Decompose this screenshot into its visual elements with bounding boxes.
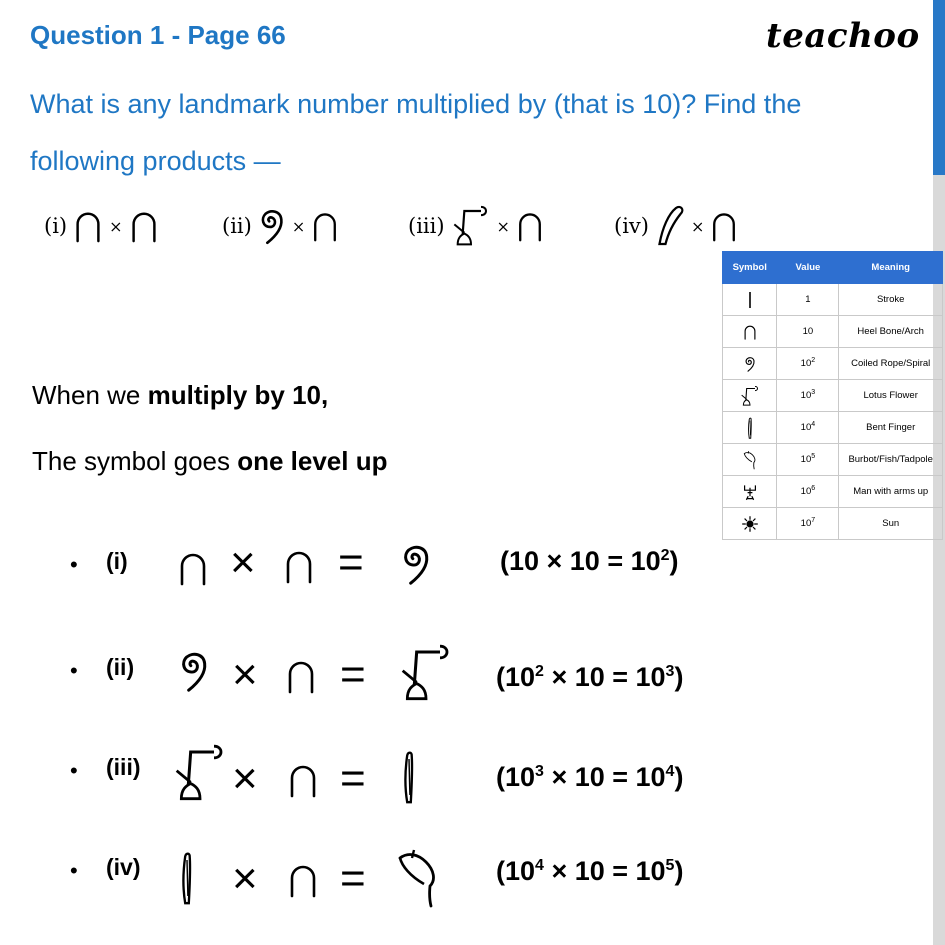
times-sign: × [109,216,123,236]
result-text: × 10 = 10 [543,662,666,692]
explanation-text: The symbol goes [32,446,238,476]
side-accent-bar [933,0,945,175]
value-exponent: 6 [811,485,816,493]
answer-label: (iv) [106,854,141,880]
meaning-cell: Man with arms up [839,476,943,508]
equals-sign: = [340,854,366,903]
equals-sign: = [338,538,364,587]
meaning-cell: Lotus Flower [839,380,943,412]
table-row [723,316,943,348]
explanation-text: When we [32,380,148,410]
column-header-value: Value [777,252,839,284]
explanation-line-2 [32,446,387,477]
value-cell [777,412,839,444]
answer-row-iv [70,844,770,924]
meaning-cell: Sun [839,508,943,540]
tadpole-icon [396,846,440,915]
man-arms-up-icon [723,476,777,508]
bullet: • [70,658,78,683]
explanation-line-1 [32,380,328,411]
result-exponent: 2 [660,547,670,564]
equals-sign: = [340,650,366,699]
times-sign: × [230,538,256,587]
bullet: • [70,758,78,783]
result-exponent: 4 [535,857,544,874]
result-text: (10 [496,856,536,886]
value-cell [777,476,839,508]
times-sign: × [291,216,306,236]
bullet: • [70,552,78,577]
question-text: What is any landmark number multiplied by (that is 10)? Find the following products — [30,89,802,176]
result-text: (10 [496,762,536,792]
result-text: ) [674,762,684,792]
meaning-cell: Heel Bone/Arch [839,316,943,348]
times-sign: × [232,854,258,903]
heel-bone-icon [311,210,339,242]
result-text: × 10 = 10 [543,762,666,792]
answer-label: (ii) [106,654,135,680]
coiled-rope-icon [178,648,210,699]
heel-bone-icon [288,762,318,803]
result-text: (10 [496,662,536,692]
value-exponent: 2 [811,357,816,365]
answer-label: (iii) [106,754,141,780]
answer-result [496,856,683,887]
table-row [723,476,943,508]
bent-finger-icon [178,848,196,913]
lotus-flower-icon [398,644,454,707]
heel-bone-icon [710,210,738,242]
result-text: × 10 = 10 [543,856,666,886]
heel-bone-icon [286,658,316,699]
part-label: (i) [44,214,68,238]
value-cell [777,380,839,412]
value-exponent: 5 [811,453,816,461]
column-header-symbol: Symbol [723,252,777,284]
result-text: ) [674,662,684,692]
result-exponent: 5 [665,857,675,874]
explanation-bold: multiply by 10, [147,380,329,410]
heel-bone-icon [129,209,159,243]
table-row [723,348,943,380]
result-exponent: 2 [535,663,544,680]
coiled-rope-icon [258,207,286,245]
question-title: Question 1 - Page 66 [30,20,286,50]
meaning-cell: Bent Finger [839,412,943,444]
question-parts [44,204,784,254]
value-cell: 1 [777,284,839,316]
stroke-icon [723,284,777,316]
meaning-cell: Burbot/Fish/Tadpole [839,444,943,476]
heel-bone-icon [723,316,777,348]
result-text: (10 × 10 = 10 [500,546,661,576]
bullet: • [70,858,78,883]
question-part-ii [222,204,339,248]
lotus-flower-icon [451,205,491,247]
result-exponent: 4 [665,763,675,780]
part-label: (iii) [408,214,445,238]
column-header-meaning: Meaning [839,252,943,284]
brand-logo: teachoo [766,16,920,56]
value-base: 10 [800,518,812,530]
meaning-cell: Coiled Rope/Spiral [839,348,943,380]
value-exponent: 7 [811,517,816,525]
bent-finger-icon [655,205,685,247]
value-cell: 10 [777,316,839,348]
times-sign: × [232,650,258,699]
result-exponent: 3 [665,663,675,680]
explanation-bold: one level up [237,446,388,476]
question-part-iv [614,204,738,248]
times-sign: × [232,754,258,803]
value-cell [777,444,839,476]
bent-finger-icon [400,748,418,811]
value-base: 10 [800,486,812,498]
answer-row-ii [70,644,770,724]
sun-icon [723,508,777,540]
answer-result [500,546,679,577]
table-row [723,380,943,412]
value-cell [777,508,839,540]
meaning-cell: Stroke [839,284,943,316]
value-exponent: 4 [811,421,816,429]
value-cell [777,348,839,380]
coiled-rope-icon [723,348,777,380]
question-part-i [44,204,159,248]
table-row [723,444,943,476]
table-row [723,284,943,316]
part-label: (ii) [222,214,252,238]
equals-sign: = [340,754,366,803]
tadpole-icon [723,444,777,476]
value-exponent: 3 [811,389,816,397]
value-base: 10 [800,454,812,466]
answer-row-i [70,538,770,618]
egyptian-symbol-table [722,251,943,540]
answer-result [496,662,683,693]
times-sign: × [496,216,510,236]
result-text: ) [669,546,679,576]
lotus-flower-icon [172,744,228,807]
table-row [723,508,943,540]
result-exponent: 3 [535,763,544,780]
part-label: (iv) [614,214,649,238]
value-base: 10 [800,390,812,402]
value-base: 10 [800,422,812,434]
heel-bone-icon [73,209,103,243]
answer-row-iii [70,744,770,824]
heel-bone-icon [178,550,208,591]
question-part-iii [408,204,544,248]
heel-bone-icon [288,862,318,903]
value-base: 10 [800,358,812,370]
coiled-rope-icon [400,542,432,591]
bent-finger-icon [723,412,777,444]
table-row [723,412,943,444]
times-sign: × [690,216,705,236]
result-text: ) [674,856,684,886]
lotus-flower-icon [723,380,777,412]
heel-bone-icon [516,210,544,242]
answer-label: (i) [106,548,128,574]
heel-bone-icon [284,548,314,589]
table-header-row [723,252,943,284]
answer-result [496,762,683,793]
